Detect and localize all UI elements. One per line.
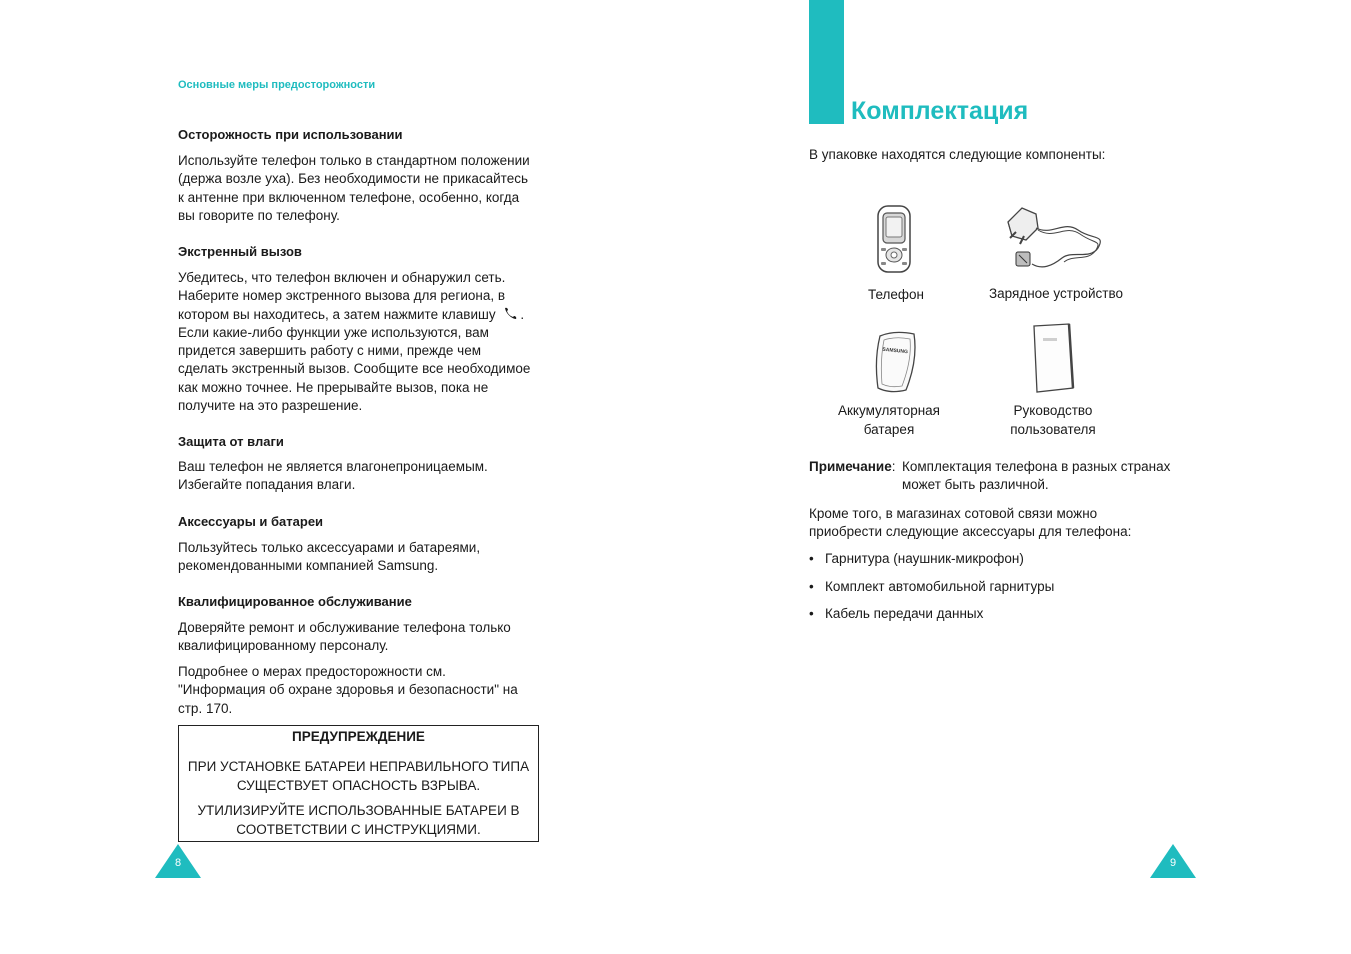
note-label: Примечание: bbox=[809, 459, 896, 474]
page-title: Комплектация bbox=[851, 97, 1029, 125]
text-line: Подробнее о мерах предосторожности см. bbox=[178, 664, 446, 679]
text-line: получите на это разрешение. bbox=[178, 398, 363, 414]
heading-careful-use: Осторожность при использовании bbox=[178, 127, 403, 142]
warning-title: ПРЕДУПРЕЖДЕНИЕ bbox=[292, 729, 425, 744]
text-line: стр. 170. bbox=[178, 700, 233, 716]
intro-text: В упаковке находятся следующие компоненты: bbox=[809, 147, 1106, 162]
send-key-icon bbox=[502, 306, 520, 320]
text-line: Руководство bbox=[1013, 403, 1093, 418]
text-line: Пользуйтесь только аксессуарами и батареями, bbox=[178, 540, 481, 555]
text-line: вы говорите по телефону. bbox=[178, 207, 340, 223]
bullet-icon: • bbox=[809, 606, 814, 621]
text-line: придется завершить работу с ними, прежде чем bbox=[178, 343, 481, 359]
page-number-right: 9 bbox=[1169, 857, 1177, 869]
text-line: квалифицированному персоналу. bbox=[178, 638, 389, 654]
manual-icon bbox=[1031, 322, 1077, 394]
text-line-with-key: котором вы находитесь, а затем нажмите клавишу . bbox=[178, 306, 525, 322]
paragraph-emergency-call bbox=[178, 269, 530, 415]
extra-accessories-text bbox=[809, 505, 1131, 542]
heading-emergency-call: Экстренный вызов bbox=[178, 244, 302, 259]
list-item: • Комплект автомобильной гарнитуры bbox=[809, 579, 1054, 607]
text-line: Доверяйте ремонт и обслуживание телефона только bbox=[178, 620, 511, 635]
accessory-list bbox=[809, 551, 1054, 634]
text-line: может быть различной. bbox=[902, 477, 1049, 493]
item-label-charger: Зарядное устройство bbox=[989, 286, 1123, 301]
battery-icon bbox=[872, 330, 920, 394]
text-line: ПРИ УСТАНОВКЕ БАТАРЕИ НЕПРАВИЛЬНОГО ТИПА bbox=[187, 759, 530, 774]
item-label-phone: Телефон bbox=[867, 287, 924, 302]
text-line: сделать экстренный вызов. Сообщите все необходимое bbox=[178, 361, 531, 377]
page-number-left: 8 bbox=[174, 857, 182, 869]
charger-icon bbox=[1002, 200, 1106, 274]
phone-icon bbox=[876, 204, 912, 274]
item-label-battery bbox=[829, 401, 949, 439]
bullet-icon: • bbox=[809, 578, 814, 594]
paragraph-moisture bbox=[178, 458, 488, 495]
paragraph-accessories bbox=[178, 539, 480, 576]
paragraph-more-info bbox=[178, 663, 518, 718]
text-line: к антенне при включенном телефоне, особенно, когда bbox=[178, 189, 520, 205]
text-line: Ваш телефон не является влагонепроницаемым. bbox=[178, 459, 488, 474]
text-line: Избегайте попадания влаги. bbox=[178, 477, 356, 493]
warning-text-1 bbox=[179, 757, 538, 795]
text-line: пользователя bbox=[1010, 422, 1096, 437]
note-text bbox=[902, 458, 1170, 495]
bullet-icon: • bbox=[809, 551, 814, 566]
text-line: Кроме того, в магазинах сотовой связи можно bbox=[809, 506, 1098, 521]
list-item: • Кабель передачи данных bbox=[809, 606, 1054, 634]
text-line: как можно точнее. Не прерывайте вызов, пока не bbox=[178, 379, 489, 395]
text-line: рекомендованными компанией Samsung. bbox=[178, 558, 439, 574]
heading-moisture: Защита от влаги bbox=[178, 434, 284, 449]
list-item: • Гарнитура (наушник-микрофон) bbox=[809, 551, 1054, 579]
text-line: Аккумуляторная bbox=[838, 403, 940, 418]
note-label-text: Примечание bbox=[809, 459, 892, 474]
text-line: Убедитесь, что телефон включен и обнаружил сеть. bbox=[178, 270, 506, 285]
paragraph-service bbox=[178, 619, 511, 656]
text-line: Комплектация телефона в разных странах bbox=[902, 459, 1171, 474]
paragraph-careful-use bbox=[178, 152, 530, 225]
text-line: Если какие-либо функции уже используются, вам bbox=[178, 324, 489, 340]
chapter-tab bbox=[809, 0, 844, 124]
text-line: УТИЛИЗИРУЙТЕ ИСПОЛЬЗОВАННЫЕ БАТАРЕИ В bbox=[197, 803, 520, 818]
text-line: Наберите номер экстренного вызова для региона, в bbox=[178, 288, 506, 304]
text-line: котором вы находитесь, а затем нажмите клавишу bbox=[178, 306, 496, 322]
text-line: (держа возле уха). Без необходимости не прикасайтесь bbox=[178, 171, 528, 187]
text-line: Используйте телефон только в стандартном положении bbox=[178, 153, 530, 168]
section-header: Основные меры предосторожности bbox=[178, 79, 376, 91]
text-line: СООТВЕТСТВИИ С ИНСТРУКЦИЯМИ. bbox=[236, 822, 481, 837]
text-line: приобрести следующие аксессуары для телефона: bbox=[809, 524, 1132, 540]
warning-text-2 bbox=[179, 801, 538, 839]
heading-accessories: Аксессуары и батареи bbox=[178, 514, 324, 529]
heading-service: Квалифицированное обслуживание bbox=[178, 594, 412, 609]
warning-box bbox=[178, 725, 539, 842]
item-label-manual bbox=[993, 401, 1113, 439]
text-line: СУЩЕСТВУЕТ ОПАСНОСТЬ ВЗРЫВА. bbox=[236, 778, 481, 793]
text-line: "Информация об охране здоровья и безопасности" на bbox=[178, 682, 518, 698]
text-line: батарея bbox=[863, 422, 915, 437]
battery-brand-text: SAMSUNG bbox=[882, 346, 909, 356]
